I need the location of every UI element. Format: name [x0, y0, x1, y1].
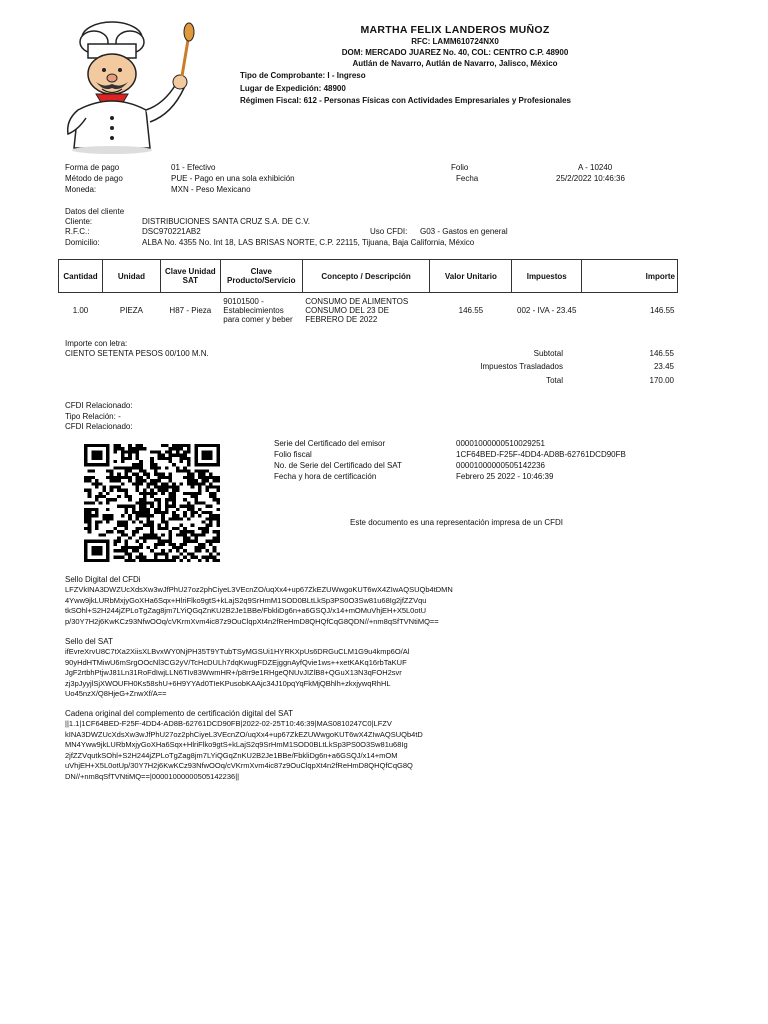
header-unidad: Unidad — [102, 260, 160, 293]
sello-cfdi-block — [65, 585, 705, 627]
folio-fiscal-value: 1CF64BED-F25F-4DD4-AD8B-62761DCD90FB — [456, 450, 626, 459]
header-valor-unitario: Valor Unitario — [430, 260, 512, 293]
sello-cfdi-line: 4Yww9jkLURbMxjyGoXHa6Sqx+HlriFlko9gtS+kLajS2q9SrHmM1SOD0BLtLkSp3PS0O3Sw81u68Ig2jfZZVqu — [65, 595, 427, 605]
cfdi-relacionado-1: CFDI Relacionado: — [65, 401, 133, 410]
importe-letra-value: CIENTO SETENTA PESOS 00/100 M.N. — [65, 349, 209, 358]
folio-value: A - 10240 — [578, 163, 613, 172]
issuer-city: Autlán de Navarro, Autlán de Navarro, Jalisco, México — [352, 59, 558, 68]
representation-note: Este documento es una representación impresa de un CFDI — [350, 518, 564, 527]
header-impuestos: Impuestos — [512, 260, 582, 293]
cadena-title: Cadena original del complemento de certificación digital del SAT — [65, 709, 293, 718]
importe-letra-label: Importe con letra: — [65, 339, 128, 348]
subtotal-value: 146.55 — [649, 349, 674, 358]
chef-logo — [60, 18, 210, 156]
sello-cfdi-line: p/30Y7H2j6KwKCz93NfwOOq/cVKrmXvm4ic87z9OuClqpXt4n2fReHmD8QHQfCqG8QDN//+nm8qSfTVNtiMQ== — [65, 616, 439, 626]
sello-cfdi-line: tkSOhl+S2H244jZPLoTgZag8jm7LYiQGqZnKU2B2Je1BBe/FbkliDg6n+a6GSQJ/x14+mOMuVhjEH+X5L0otU — [65, 606, 427, 616]
cfdi-relacionado-2: CFDI Relacionado: — [65, 422, 133, 431]
total-label: Total — [546, 376, 563, 385]
header-importe: Importe — [582, 260, 678, 293]
cadena-line: DN//+nm8qSfTVNtiMQ==|00001000000505142236|| — [65, 771, 240, 781]
rfc-value: DSC970221AB2 — [142, 227, 201, 236]
cell-concepto: CONSUMO DE ALIMENTOS CONSUMO DEL 23 DE FEBRERO DE 2022 — [305, 297, 409, 325]
sello-sat-title: Sello del SAT — [65, 637, 113, 646]
header-clave-unidad: Clave Unidad SAT — [160, 260, 220, 293]
client-section-title: Datos del cliente — [65, 207, 125, 216]
issuer-header — [240, 24, 670, 69]
cell-valor-unitario: 146.55 — [458, 306, 484, 316]
items-table — [58, 259, 678, 329]
tipo-relacion: Tipo Relación: - — [65, 412, 121, 421]
serie-sat-label: No. de Serie del Certificado del SAT — [274, 461, 402, 470]
forma-pago-label: Forma de pago — [65, 163, 120, 172]
cell-unidad: PIEZA — [119, 306, 143, 316]
tipo-comprobante: Tipo de Comprobante: I - Ingreso — [240, 71, 366, 80]
cadena-line: ||1.1|1CF64BED-F25F-4DD4-AD8B-62761DCD90FB|2022-02-25T10:46:39|MAS0810247C0|LFZV — [65, 719, 392, 728]
domicilio-label: Domicilio: — [65, 238, 100, 247]
lugar-expedicion: Lugar de Expedición: 48900 — [240, 84, 346, 93]
folio-fiscal-label: Folio fiscal — [274, 450, 312, 459]
serie-emisor-value: 00001000000510029251 — [456, 439, 545, 448]
issuer-address: DOM: MERCADO JUAREZ No. 40, COL: CENTRO C.P. 48900 — [341, 48, 569, 57]
cell-cantidad: 1.00 — [72, 306, 89, 316]
moneda-label: Moneda: — [65, 185, 97, 194]
header-clave-producto: Clave Producto/Servicio — [220, 260, 302, 293]
cell-clave-unidad: H87 - Pieza — [169, 306, 212, 316]
moneda-value: MXN - Peso Mexicano — [171, 185, 251, 194]
sello-sat-line: 90yHdHTMiwU6mSrgOOcNl3CG2yV/TcHcDULh7dqKwugFDZEjggnAyfQvie1ws++xetKAKq16rbTaKUF — [65, 657, 407, 667]
fecha-value: 25/2/2022 10:46:36 — [556, 174, 625, 183]
sello-sat-line: ifEvreXrvU8C7tXa2XiisXLBvxWY0NjPH35T9YTubTSyMGSUi1HYRKXpUs6DRGuCLM1G9u4kmp6O/Al — [65, 647, 410, 656]
uso-cfdi-value: G03 - Gastos en general — [420, 227, 508, 236]
sello-sat-line: Uo45nzX/Q8HjeG+ZnwXf/A== — [65, 689, 167, 699]
issuer-rfc: RFC: LAMM610724NX0 — [411, 37, 499, 46]
cadena-line: MN4Yww9jkLURbMxjyGoXHa6Sqx+HlriFlko9gtS+kLajS2q9SrHmM1SOD0BLtLkSp3PS0O3Sw81u68Ig — [65, 740, 408, 750]
total-value: 170.00 — [649, 376, 674, 385]
folio-label: Folio — [451, 163, 469, 172]
cadena-line: 2jfZZVqutkSOhl+S2H244jZPLoTgZag8jm7LYiQGqZnKU2B2Je1BBe/FbkliDg6n+a6GSQJ/x14+mOM — [65, 750, 398, 760]
sello-sat-line: zj3pJyyjlSjXWOUFH0Ks58shU+6H9YYAd0TIeKPusobKAAjc34J10pqYqFkMjQBhlh+zkxjywqRhHL — [65, 678, 391, 688]
cell-impuestos: 002 - IVA - 23.45 — [517, 306, 577, 316]
header-cantidad: Cantidad — [59, 260, 103, 293]
sello-cfdi-title: Sello Digital del CFDi — [65, 575, 141, 584]
subtotal-label: Subtotal — [533, 349, 563, 358]
cell-clave-producto: 90101500 - Establecimientos para comer y beber — [223, 297, 293, 325]
impuestos-trasladados-label: Impuestos Trasladados — [480, 362, 563, 371]
metodo-pago-label: Método de pago — [65, 174, 123, 183]
sello-cfdi-line: LFZVkINA3DWZUcXdsXw3wJfPhU27oz2phCiyeL3VEcnZO/uqXx4+up67ZkEZUWwgoKUT6wX4ZIwAQSUQb4tDMN — [65, 585, 453, 594]
sello-sat-line: JgF2rtbhPtjwJ81Ln31RoFdIwjLLN6TIv83WwmHR+/p8rr9e1RHgeQNUvJIZlB8+QGuX13N3qFOH2svr — [65, 668, 402, 678]
metodo-pago-value: PUE - Pago en una sola exhibición — [171, 174, 295, 183]
cadena-block — [65, 719, 705, 783]
qr-code — [84, 444, 220, 562]
table-header-row — [59, 260, 678, 293]
domicilio-value: ALBA No. 4355 No. Int 18, LAS BRISAS NORTE, C.P. 22115, Tijuana, Baja California, México — [142, 238, 475, 247]
impuestos-trasladados-value: 23.45 — [653, 362, 674, 371]
sello-sat-block — [65, 647, 705, 700]
table-row — [59, 293, 678, 329]
cliente-label: Cliente: — [65, 217, 93, 226]
serie-sat-value: 00001000000505142236 — [456, 461, 545, 470]
cliente-value: DISTRIBUCIONES SANTA CRUZ S.A. DE C.V. — [142, 217, 311, 226]
fecha-label: Fecha — [456, 174, 479, 183]
rfc-label: R.F.C.: — [65, 227, 90, 236]
fecha-cert-value: Febrero 25 2022 - 10:46:39 — [456, 472, 554, 481]
fecha-cert-label: Fecha y hora de certificación — [274, 472, 377, 481]
cadena-line: uVhjEH+X5L0otUp/30Y7H2j6KwKCz93NfwOOq/cVKrmXvm4ic87z9OuClqpXt4n2fReHmD8QHQfCqG8Q — [65, 761, 413, 771]
serie-emisor-label: Serie del Certificado del emisor — [274, 439, 386, 448]
header-concepto: Concepto / Descripción — [302, 260, 430, 293]
regimen-fiscal: Régimen Fiscal: 612 - Personas Físicas con Actividades Empresariales y Profesionales — [240, 96, 571, 105]
cell-importe: 146.55 — [650, 306, 675, 316]
issuer-name: MARTHA FELIX LANDEROS MUÑOZ — [360, 24, 550, 36]
cadena-line: kINA3DWZUcXdsXw3wJfPhU27oz2phCiyeL3VEcnZO/uqXx4+up67ZkEZUWwgoKUT6wX4ZIwAQSUQb4tD — [65, 729, 423, 739]
forma-pago-value: 01 - Efectivo — [171, 163, 216, 172]
uso-cfdi-label: Uso CFDI: — [370, 227, 408, 236]
